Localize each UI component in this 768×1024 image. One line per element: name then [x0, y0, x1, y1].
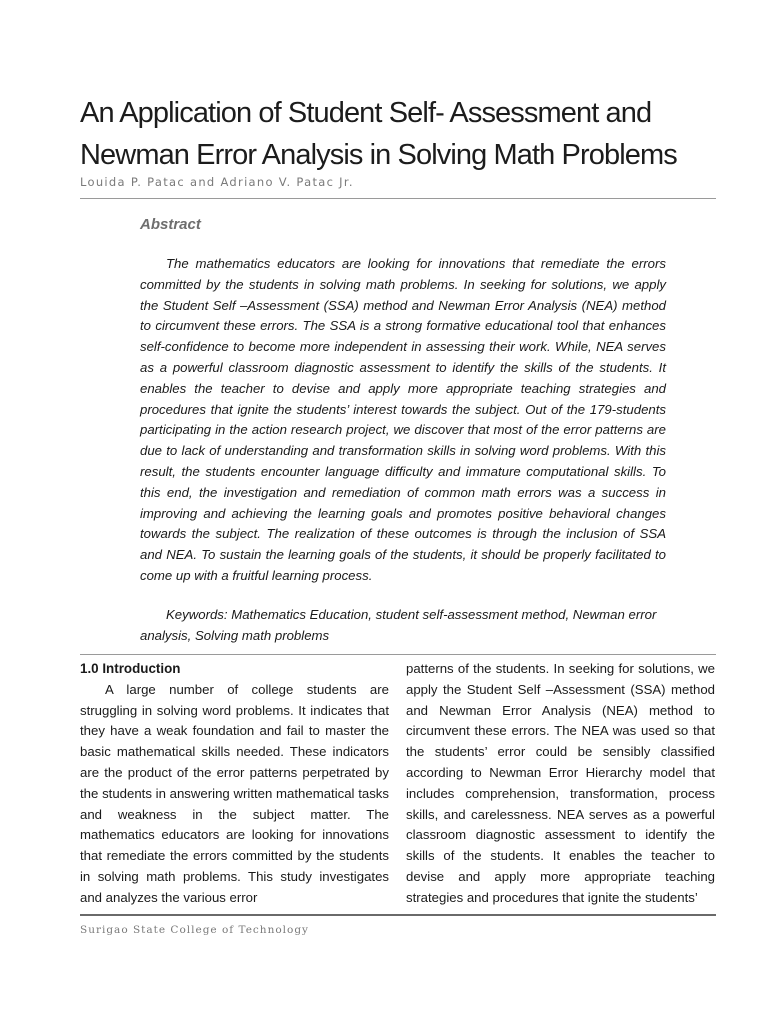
section-heading: 1.0 Introduction: [80, 661, 181, 676]
paper-title: An Application of Student Self- Assessment and Newman Error Analysis in Solving Math Problems: [80, 97, 677, 171]
abstract-divider: [80, 654, 716, 655]
author-line: Louida P. Patac and Adriano V. Patac Jr.: [80, 175, 354, 189]
intro-column-right: [406, 659, 715, 909]
footer-divider: [80, 914, 716, 916]
abstract-text: The mathematics educators are looking for innovations that remediate the errors committed by the students in solving math problems. In seeking for solutions, we apply the Student Self –Assessment (SSA) method and Newman Error Analysis (NEA) method to circumvent these errors. The SSA is a strong formative educational tool that enhances self-confidence to become more independent in assessing their work. While, NEA serves as a powerful classroom diagnostic assessment to identify the skills of the students. It enables the teacher to devise and apply more appropriate teaching strategies and procedures that ignite the students’ interest towards the subject. Out of the 179-students participating in the action research project, we discover that most of the error patterns are due to lack of understanding and transformation skills in solving word problems. With this result, the students encounter language difficulty and immature computational skills. To this end, the investigation and remediation of common math errors was a success in improving and achieving the learning goals and promotes positive behavioral changes towards the subject. The realization of these outcomes is through the inclusion of SSA and NEA. To sustain the learning goals of the students, it should be properly facilitated to come up with a fruitful learning process.: [140, 256, 666, 583]
header-divider: [80, 198, 716, 199]
intro-paragraph-left: A large number of college students are struggling in solving word problems. It indicates that they have a weak foundation and fail to master the basic mathematical skills needed. These indicators are the product of the error patterns perpetrated by the students in answering written mathematical tasks and weakness in the subject matter. The mathematics educators are looking for innovations that remediate the errors committed by the students in solving math problems. This study investigates and analyzes the various error: [80, 681, 389, 905]
keywords-text: Keywords: Mathematics Education, student self-assessment method, Newman error analysis, Solving math problems: [140, 607, 657, 643]
footer-institution: Surigao State College of Technology: [80, 924, 309, 936]
abstract-heading: Abstract: [140, 216, 201, 233]
intro-paragraph-right: patterns of the students. In seeking for solutions, we apply the Student Self –Assessment (SSA) method and Newman Error Analysis (NEA) method to circumvent these errors. The NEA was used so that the students’ error could be sensibly classified according to Newman Error Hierarchy model that includes comprehension, transformation, process skills, and carelessness. NEA serves as a powerful classroom diagnostic assessment to identify the skills of the students. It enables the teacher to devise and apply more appropriate teaching strategies and procedures that ignite the students’: [406, 661, 715, 905]
intro-column-left: [80, 659, 389, 909]
